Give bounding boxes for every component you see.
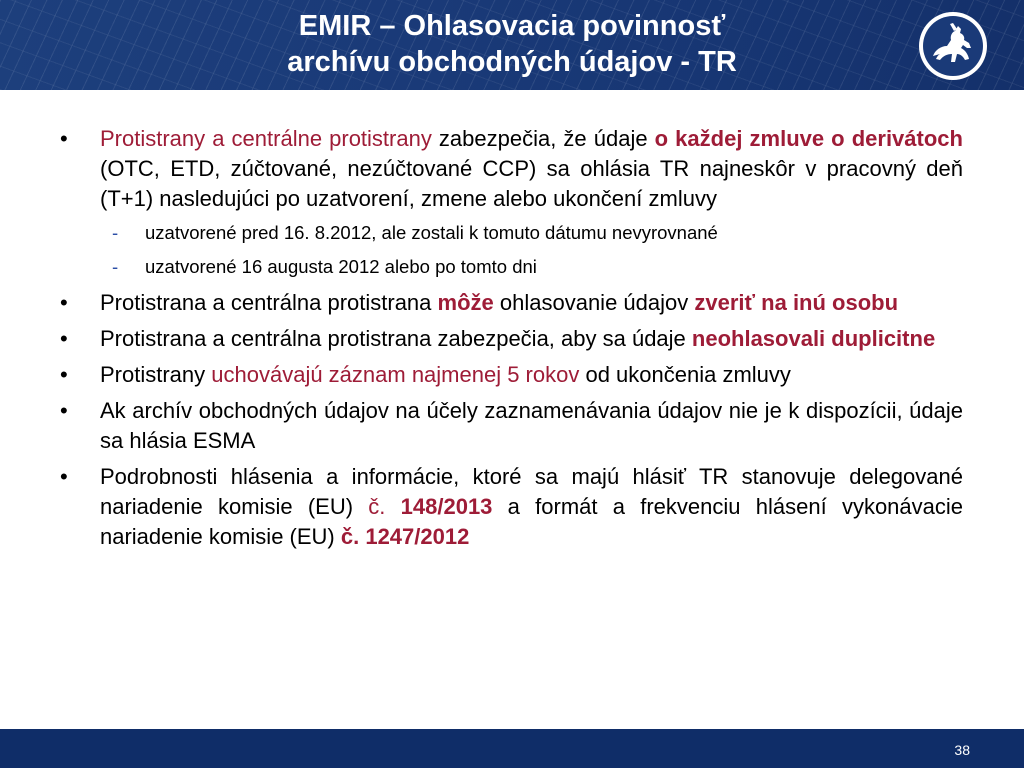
title-line-2: archívu obchodných údajov - TR <box>287 46 737 78</box>
bullet-marker: • <box>60 362 68 387</box>
slide-title <box>150 8 874 80</box>
slide-footer <box>0 729 1024 768</box>
page-number: 38 <box>954 742 970 758</box>
bullet-item-esma <box>60 396 963 456</box>
sub-item-before-date <box>60 220 963 246</box>
slide-header <box>0 0 1024 90</box>
slide-content <box>60 124 963 558</box>
bullet-marker: • <box>60 290 68 315</box>
sub-item-after-date <box>60 254 963 280</box>
bullet-text: ohlasovanie údajov <box>493 290 695 315</box>
sub-item-text: uzatvorené 16 augusta 2012 alebo po tomto dni <box>145 256 537 277</box>
regulation-number-1247: č. 1247/2012 <box>340 524 470 549</box>
bullet-text: Podrobnosti hlásenia a informácie, ktoré sa majú hlásiť TR stanovuje delegované nariadenie komisie (EU) <box>100 464 963 519</box>
bullet-text-emphasis: môže <box>437 290 494 315</box>
bullet-item-reporting <box>60 124 963 214</box>
bullet-text-emphasis: o každej zmluve o derivátoch <box>654 126 963 151</box>
bullet-text-red: uchovávajú záznam najmenej 5 rokov <box>211 362 580 387</box>
bullet-item-delegation <box>60 288 963 318</box>
bullet-text: Protistrany <box>100 362 212 387</box>
bullet-text-red: č. <box>368 494 386 519</box>
bullet-marker: • <box>60 126 68 151</box>
bullet-text-red: Protistrany a centrálne protistrany <box>100 126 432 151</box>
bullet-text-emphasis: zveriť na inú osobu <box>694 290 899 315</box>
dash-marker: - <box>112 256 119 277</box>
bullet-text: od ukončenia zmluvy <box>579 362 791 387</box>
bullet-text: Protistrana a centrálna protistrana zabezpečia, aby sa údaje <box>100 326 692 351</box>
bullet-item-duplicates <box>60 324 963 354</box>
dash-marker: - <box>112 222 119 243</box>
bullet-text-emphasis: neohlasovali duplicitne <box>691 326 936 351</box>
bullet-text: a formát a frekvenciu hlásení vykonávacie nariadenie komisie (EU) <box>100 494 964 549</box>
bullet-text: (OTC, ETD, zúčtované, nezúčtované CCP) sa ohlásia TR najneskôr v pracovný deň (T+1) nasledujúci po uzatvorení, zmene alebo ukončení zmluvy <box>100 156 963 211</box>
regulation-number-148: 148/2013 <box>385 494 493 519</box>
title-line-1: EMIR – Ohlasovacia povinnosť <box>298 10 726 42</box>
horse-rider-logo-icon <box>917 10 989 82</box>
bullet-marker: • <box>60 398 68 423</box>
sub-item-text: uzatvorené pred 16. 8.2012, ale zostali k tomuto dátumu nevyrovnané <box>145 222 718 243</box>
bullet-text: Ak archív obchodných údajov na účely zaznamenávania údajov nie je k dispozícii, údaje sa hlásia ESMA <box>100 398 963 453</box>
bullet-text: zabezpečia, že údaje <box>431 126 655 151</box>
bullet-item-retention <box>60 360 963 390</box>
bullet-text: Protistrana a centrálna protistrana <box>100 290 438 315</box>
bullet-marker: • <box>60 464 68 489</box>
bullet-marker: • <box>60 326 68 351</box>
bullet-item-regulations <box>60 462 963 552</box>
